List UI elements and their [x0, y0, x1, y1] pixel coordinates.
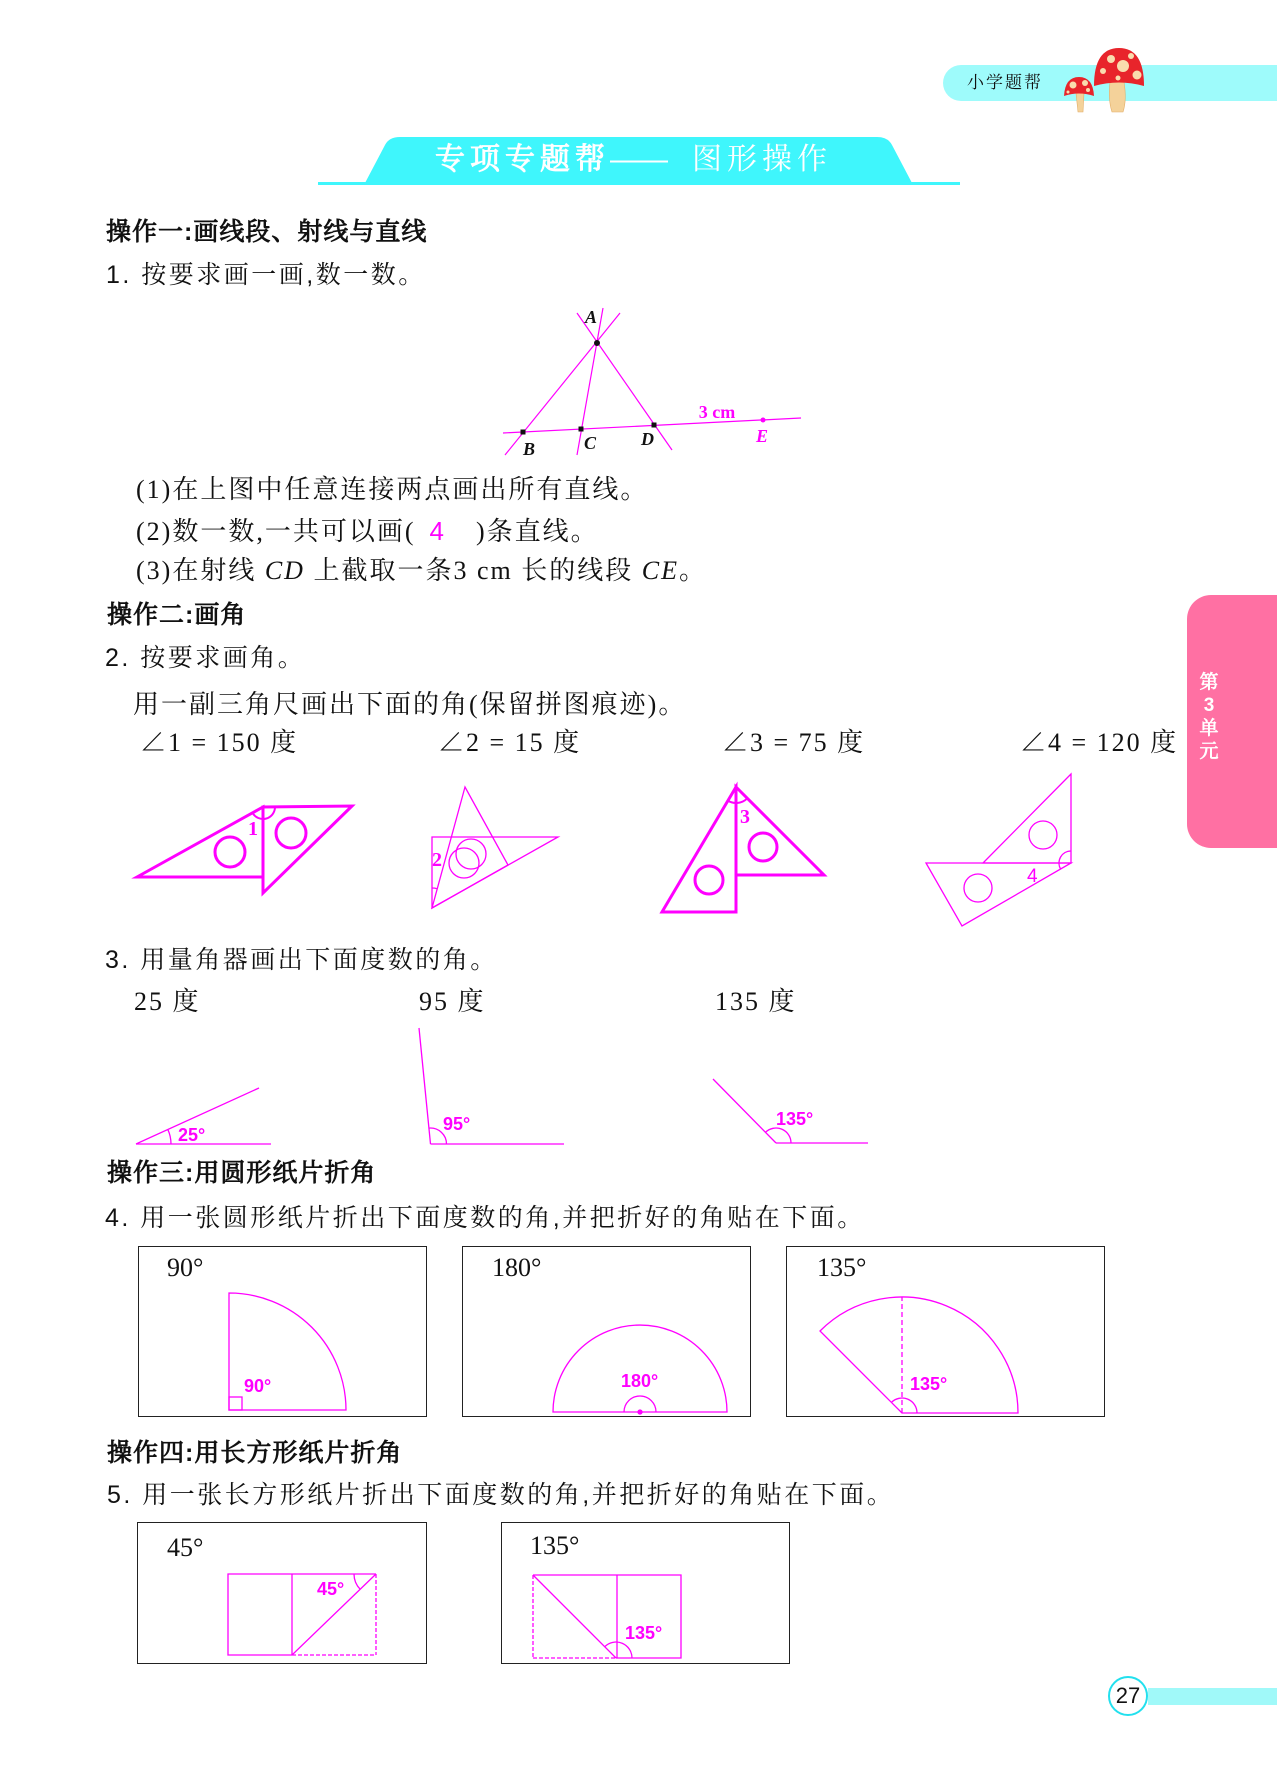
sub-text-before: 数一数,一共可以画( — [172, 517, 416, 546]
page-number: 27 — [1108, 1676, 1148, 1716]
question-1: 1. 按要求画一画,数一数。 — [106, 261, 426, 289]
sub-question-1 — [136, 474, 648, 506]
box-label: 135° — [530, 1531, 580, 1560]
point-label-b: B — [523, 439, 536, 459]
unit-tab-char: 元 — [1199, 741, 1219, 762]
angle-label-4: ∠4 = 120 度 — [1020, 728, 1179, 757]
protractor-angle-95 — [419, 1028, 564, 1144]
title-dash: —— — [610, 143, 666, 176]
sub-number: (3) — [136, 556, 173, 585]
point-label-e: E — [756, 426, 769, 446]
box-label: 135° — [817, 1253, 867, 1282]
title-sub: 图形操作 — [692, 143, 832, 176]
unit-tab — [1187, 595, 1277, 848]
answer-box-45 — [137, 1522, 427, 1664]
angle-mark-2: 2 — [432, 849, 442, 871]
page-number-bar — [1148, 1688, 1277, 1705]
figure-points-lines — [503, 308, 801, 455]
ray-name: CD — [264, 556, 305, 585]
set-square-angle-3 — [662, 787, 824, 912]
angle-mark-1: 1 — [248, 818, 258, 840]
angle-label-3: ∠3 = 75 度 — [722, 728, 866, 757]
section-heading-3: 操作三:用圆形纸片折角 — [107, 1159, 377, 1187]
title-main: 专项专题帮 — [435, 143, 610, 176]
point-label-c: C — [584, 433, 597, 453]
sub-question-3 — [136, 555, 707, 587]
degree-label-25: 25 度 — [134, 987, 201, 1016]
protractor-angle-25 — [136, 1088, 271, 1144]
question-2: 2. 按要求画角。 — [105, 644, 306, 672]
sub-question-2 — [136, 515, 599, 548]
question-3: 3. 用量角器画出下面度数的角。 — [105, 946, 498, 974]
fold-answer-180: 180° — [621, 1371, 659, 1391]
angle-label-2: ∠2 = 15 度 — [438, 728, 582, 757]
point-label-a: A — [585, 307, 598, 327]
angle-answer-25: 25° — [178, 1125, 206, 1145]
sub-text: 在射线 — [172, 556, 265, 585]
angle-answer-95: 95° — [443, 1114, 471, 1134]
protractor-angle-135 — [713, 1079, 868, 1143]
angle-answer-135: 135° — [776, 1109, 814, 1129]
answer-box-180 — [462, 1246, 751, 1417]
angle-mark-4: 4 — [1027, 866, 1038, 887]
sub-text-after: )条直线。 — [475, 517, 599, 546]
unit-tab-char: 3 — [1203, 695, 1215, 716]
fold-answer-45: 45° — [317, 1579, 345, 1599]
sub-number: (2) — [136, 517, 173, 546]
answer-blank: 4 — [429, 516, 446, 546]
fold-answer-135-rect: 135° — [625, 1623, 663, 1643]
box-label: 180° — [492, 1253, 542, 1282]
degree-label-135: 135 度 — [715, 987, 797, 1016]
set-square-angle-1 — [137, 806, 352, 893]
section-heading-2: 操作二:画角 — [107, 601, 247, 629]
box-label: 90° — [167, 1253, 204, 1282]
set-square-angle-4 — [926, 774, 1071, 926]
answer-box-135 — [786, 1246, 1105, 1417]
brand-pill — [943, 65, 1277, 101]
unit-tab-char: 第 — [1199, 672, 1219, 693]
sub-text: 上截取一条3 cm 长的线段 — [304, 556, 642, 585]
page-title — [435, 142, 832, 178]
section-heading-4: 操作四:用长方形纸片折角 — [107, 1439, 403, 1467]
unit-tab-label — [1187, 671, 1231, 763]
fold-answer-90: 90° — [244, 1376, 272, 1396]
answer-box-90 — [138, 1246, 427, 1417]
angle-mark-3: 3 — [740, 806, 750, 828]
question-2-instruction: 用一副三角尺画出下面的角(保留拼图痕迹)。 — [133, 690, 687, 719]
unit-tab-char: 单 — [1199, 718, 1219, 739]
set-square-angle-2 — [432, 787, 558, 908]
sub-text: 在上图中任意连接两点画出所有直线。 — [172, 475, 649, 504]
box-label: 45° — [167, 1533, 204, 1562]
title-banner — [310, 130, 970, 190]
section-heading-1: 操作一:画线段、射线与直线 — [106, 218, 428, 246]
question-4: 4. 用一张圆形纸片折出下面度数的角,并把折好的角贴在下面。 — [105, 1204, 865, 1232]
point-label-d: D — [641, 429, 654, 449]
question-5: 5. 用一张长方形纸片折出下面度数的角,并把折好的角贴在下面。 — [107, 1481, 895, 1509]
sub-number: (1) — [136, 475, 173, 504]
answer-box-135-rect — [501, 1522, 790, 1664]
figure-points — [521, 307, 769, 459]
fold-answer-135: 135° — [910, 1374, 948, 1394]
sub-text: 。 — [678, 556, 707, 585]
brand-name: 小学题帮 — [967, 73, 1043, 92]
length-label: 3 cm — [698, 402, 736, 422]
segment-name: CE — [641, 556, 679, 585]
angle-label-1: ∠1 = 150 度 — [140, 728, 299, 757]
degree-label-95: 95 度 — [419, 987, 486, 1016]
